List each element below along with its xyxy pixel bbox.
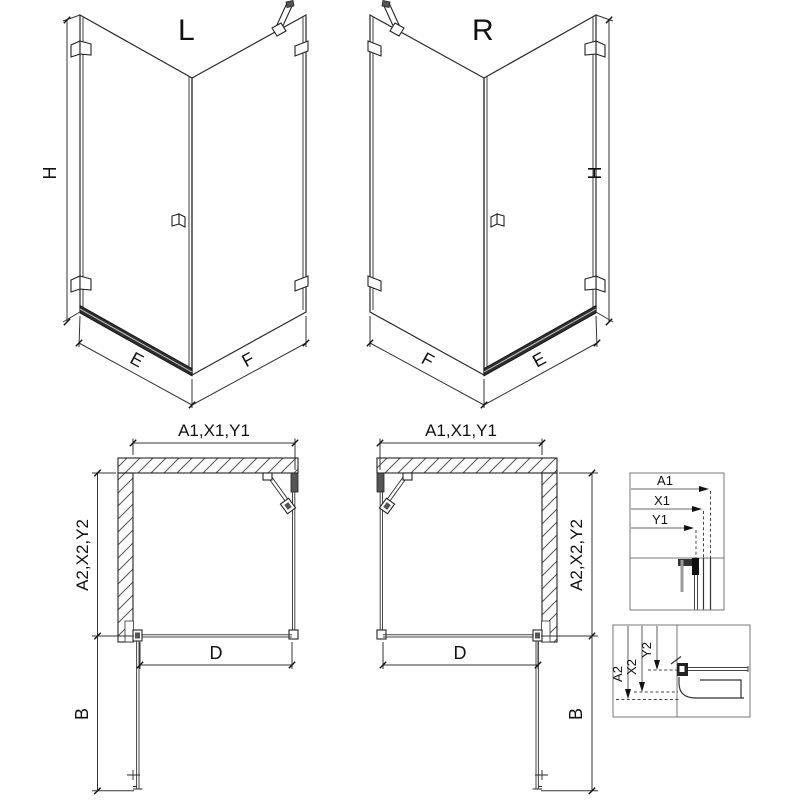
wall-side <box>118 473 134 642</box>
door-handle <box>491 214 504 227</box>
dim-label-swing: B <box>72 707 92 721</box>
fixed-panel-plan <box>377 473 386 639</box>
fixed-panel-plan <box>289 473 298 639</box>
wall-profile <box>291 473 298 492</box>
offset-label-x2: X2 <box>624 659 639 675</box>
dim-label-height-left: H <box>40 166 60 180</box>
offset-label-a2: A2 <box>610 666 625 682</box>
dim-opening-left-plan <box>137 642 295 669</box>
door-bottom-cap <box>133 787 143 790</box>
dim-label-opening: D <box>453 643 467 663</box>
offset-arrow-a2 <box>610 626 679 700</box>
tray-profile-section <box>671 657 748 699</box>
fixed-panel <box>192 15 306 375</box>
offset-label-y2: Y2 <box>639 642 654 658</box>
detail-view-wall-offsets <box>630 473 724 610</box>
door-bottom-cap <box>533 787 543 790</box>
dim-label-side: A2,X2,Y2 <box>73 519 92 591</box>
door-closed-plan <box>137 635 292 637</box>
dim-label-door-width-right: E <box>529 348 550 372</box>
support-bar <box>272 1 294 37</box>
door-pivot-hinge <box>533 630 542 641</box>
dim-swing-right-plan <box>541 636 598 794</box>
door-hinge-top <box>71 41 91 57</box>
view-label-right: R <box>472 14 494 47</box>
perspective-view-right <box>367 1 613 409</box>
tray-ledge <box>700 680 741 698</box>
dim-label-opening: D <box>209 643 223 663</box>
door-hinge-top <box>585 41 605 57</box>
offset-label-y1: Y1 <box>652 512 668 527</box>
plan-view-right <box>377 421 598 794</box>
door-hinge-bottom <box>585 276 605 292</box>
dim-label-height-right: H <box>585 166 605 180</box>
offset-arrow-y2 <box>639 626 680 670</box>
wall-top <box>118 458 298 473</box>
wall-side <box>542 473 558 642</box>
dim-label-swing: B <box>566 707 586 721</box>
support-bar <box>382 1 404 37</box>
offset-label-x1: X1 <box>654 493 670 508</box>
view-label-left: L <box>178 14 195 47</box>
dim-label-side: A2,X2,Y2 <box>567 519 586 591</box>
glass-clamp <box>692 558 699 575</box>
door-handle-plan <box>535 770 548 780</box>
door-pivot-hinge <box>133 630 142 641</box>
door-hinge-bottom <box>71 276 91 292</box>
door-closed-plan <box>383 635 538 637</box>
dim-label-return-width-left: F <box>238 348 258 372</box>
dim-swing-left-plan <box>72 636 134 794</box>
door-handle-plan <box>127 770 140 780</box>
clamp-bracket <box>671 657 681 665</box>
wall-end-profile <box>125 621 134 642</box>
fixed-panel <box>370 15 484 375</box>
perspective-view-left <box>40 1 309 409</box>
wall-profile <box>377 473 384 492</box>
dim-label-return-width-right: F <box>418 348 438 372</box>
wall-profile-section <box>630 558 724 610</box>
dim-opening-right-plan <box>380 642 541 669</box>
offset-label-a1: A1 <box>657 473 673 488</box>
wall-top <box>377 458 557 473</box>
offset-arrow-x2 <box>624 626 678 692</box>
dim-label-door-width-left: E <box>126 348 147 372</box>
detail-view-tray-offsets <box>610 625 750 717</box>
dim-label-top: A1,X1,Y1 <box>178 421 250 440</box>
door-handle <box>172 214 185 227</box>
plan-view-left <box>72 421 298 794</box>
wall-end-profile <box>542 621 551 642</box>
dim-label-top: A1,X1,Y1 <box>425 421 497 440</box>
